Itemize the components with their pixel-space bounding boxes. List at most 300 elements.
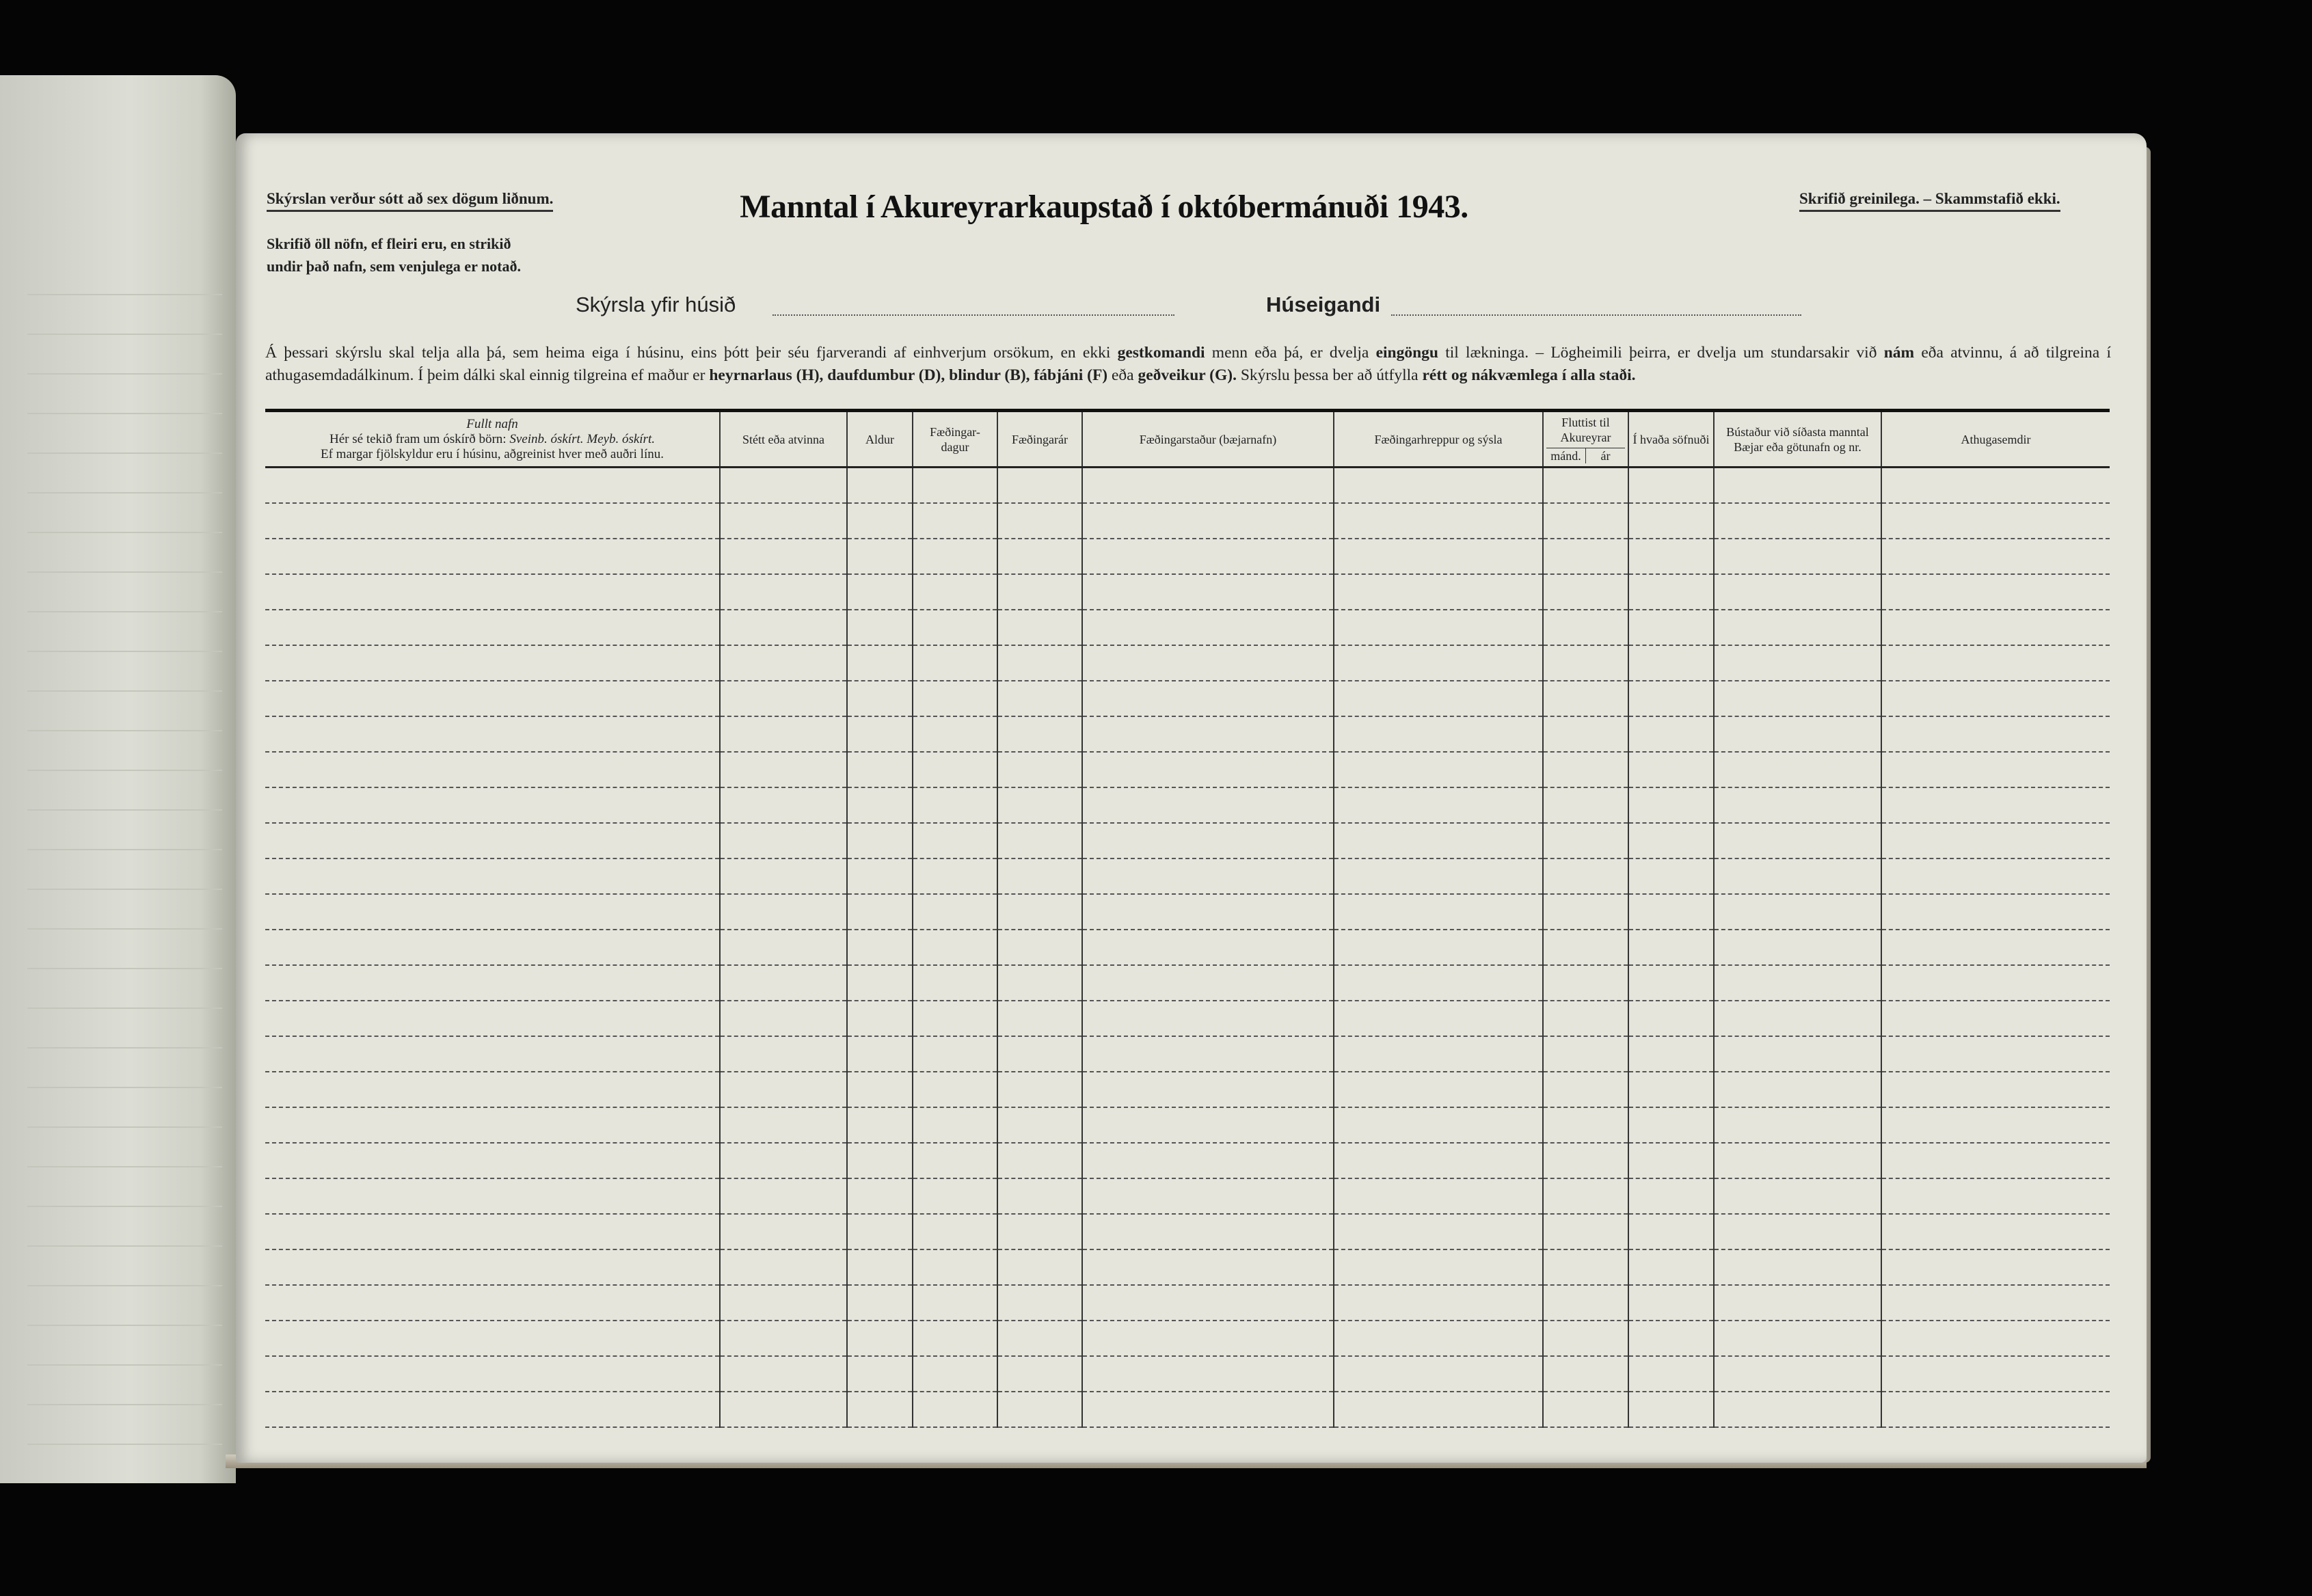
cell-full-name[interactable] [265, 1356, 720, 1392]
cell-birthplace[interactable] [1082, 1107, 1334, 1143]
house-field[interactable] [772, 314, 1174, 316]
cell-occupation[interactable] [720, 930, 847, 965]
cell-birth-day[interactable] [913, 539, 997, 574]
cell-age[interactable] [847, 930, 913, 965]
cell-birthplace[interactable] [1082, 930, 1334, 965]
cell-birth-parish[interactable] [1334, 930, 1543, 965]
cell-full-name[interactable] [265, 1143, 720, 1178]
cell-birthplace[interactable] [1082, 1214, 1334, 1249]
cell-full-name[interactable] [265, 468, 720, 504]
cell-birth-day[interactable] [913, 1036, 997, 1072]
cell-full-name[interactable] [265, 539, 720, 574]
cell-birth-day[interactable] [913, 1001, 997, 1036]
cell-previous-residence[interactable] [1714, 645, 1881, 681]
cell-birth-year[interactable] [997, 752, 1082, 787]
cell-full-name[interactable] [265, 752, 720, 787]
cell-birth-day[interactable] [913, 503, 997, 539]
cell-birth-year[interactable] [997, 681, 1082, 716]
cell-birth-day[interactable] [913, 1356, 997, 1392]
cell-previous-residence[interactable] [1714, 823, 1881, 858]
cell-congregation[interactable] [1628, 1249, 1714, 1285]
cell-age[interactable] [847, 894, 913, 930]
cell-birth-year[interactable] [997, 1107, 1082, 1143]
cell-age[interactable] [847, 645, 913, 681]
cell-birth-year[interactable] [997, 1072, 1082, 1107]
cell-previous-residence[interactable] [1714, 539, 1881, 574]
cell-previous-residence[interactable] [1714, 1285, 1881, 1321]
cell-previous-residence[interactable] [1714, 468, 1881, 504]
cell-birthplace[interactable] [1082, 1178, 1334, 1214]
cell-full-name[interactable] [265, 1072, 720, 1107]
cell-remarks[interactable] [1881, 894, 2110, 930]
cell-remarks[interactable] [1881, 681, 2110, 716]
cell-birth-day[interactable] [913, 858, 997, 894]
cell-birthplace[interactable] [1082, 1392, 1334, 1427]
cell-congregation[interactable] [1628, 574, 1714, 610]
cell-previous-residence[interactable] [1714, 1321, 1881, 1356]
cell-age[interactable] [847, 1392, 913, 1427]
cell-congregation[interactable] [1628, 1285, 1714, 1321]
cell-birthplace[interactable] [1082, 1321, 1334, 1356]
cell-moved-to-akureyri[interactable] [1543, 787, 1628, 823]
cell-congregation[interactable] [1628, 503, 1714, 539]
cell-congregation[interactable] [1628, 610, 1714, 645]
cell-full-name[interactable] [265, 1107, 720, 1143]
cell-congregation[interactable] [1628, 894, 1714, 930]
cell-birth-day[interactable] [913, 1072, 997, 1107]
cell-birth-day[interactable] [913, 1392, 997, 1427]
cell-remarks[interactable] [1881, 1001, 2110, 1036]
cell-birthplace[interactable] [1082, 1001, 1334, 1036]
cell-birthplace[interactable] [1082, 1036, 1334, 1072]
cell-birth-day[interactable] [913, 1178, 997, 1214]
cell-birth-year[interactable] [997, 1249, 1082, 1285]
cell-occupation[interactable] [720, 1285, 847, 1321]
cell-occupation[interactable] [720, 1072, 847, 1107]
cell-age[interactable] [847, 1072, 913, 1107]
cell-remarks[interactable] [1881, 610, 2110, 645]
cell-previous-residence[interactable] [1714, 716, 1881, 752]
cell-birth-year[interactable] [997, 610, 1082, 645]
cell-full-name[interactable] [265, 894, 720, 930]
cell-birth-parish[interactable] [1334, 823, 1543, 858]
cell-remarks[interactable] [1881, 468, 2110, 504]
cell-birth-day[interactable] [913, 823, 997, 858]
cell-birthplace[interactable] [1082, 539, 1334, 574]
cell-congregation[interactable] [1628, 645, 1714, 681]
cell-birth-day[interactable] [913, 965, 997, 1001]
cell-remarks[interactable] [1881, 574, 2110, 610]
cell-birth-parish[interactable] [1334, 1143, 1543, 1178]
cell-remarks[interactable] [1881, 965, 2110, 1001]
cell-birth-day[interactable] [913, 1285, 997, 1321]
cell-birthplace[interactable] [1082, 1356, 1334, 1392]
cell-occupation[interactable] [720, 1214, 847, 1249]
cell-birth-year[interactable] [997, 1001, 1082, 1036]
cell-remarks[interactable] [1881, 1356, 2110, 1392]
cell-birth-parish[interactable] [1334, 1036, 1543, 1072]
cell-previous-residence[interactable] [1714, 1001, 1881, 1036]
cell-birth-parish[interactable] [1334, 1392, 1543, 1427]
cell-birth-day[interactable] [913, 716, 997, 752]
cell-congregation[interactable] [1628, 1143, 1714, 1178]
cell-remarks[interactable] [1881, 1178, 2110, 1214]
cell-birthplace[interactable] [1082, 752, 1334, 787]
cell-birth-year[interactable] [997, 858, 1082, 894]
cell-birth-parish[interactable] [1334, 1321, 1543, 1356]
cell-remarks[interactable] [1881, 752, 2110, 787]
cell-birth-year[interactable] [997, 1143, 1082, 1178]
cell-occupation[interactable] [720, 1356, 847, 1392]
cell-full-name[interactable] [265, 858, 720, 894]
cell-birth-parish[interactable] [1334, 1214, 1543, 1249]
cell-occupation[interactable] [720, 858, 847, 894]
cell-full-name[interactable] [265, 681, 720, 716]
cell-congregation[interactable] [1628, 965, 1714, 1001]
cell-occupation[interactable] [720, 894, 847, 930]
cell-occupation[interactable] [720, 1001, 847, 1036]
cell-birth-parish[interactable] [1334, 468, 1543, 504]
cell-birth-year[interactable] [997, 1036, 1082, 1072]
cell-remarks[interactable] [1881, 1107, 2110, 1143]
cell-congregation[interactable] [1628, 1036, 1714, 1072]
cell-occupation[interactable] [720, 503, 847, 539]
cell-birth-year[interactable] [997, 1214, 1082, 1249]
cell-previous-residence[interactable] [1714, 1036, 1881, 1072]
cell-full-name[interactable] [265, 503, 720, 539]
cell-birth-year[interactable] [997, 716, 1082, 752]
owner-field[interactable] [1391, 314, 1801, 316]
cell-birth-parish[interactable] [1334, 787, 1543, 823]
cell-congregation[interactable] [1628, 1392, 1714, 1427]
cell-remarks[interactable] [1881, 645, 2110, 681]
cell-remarks[interactable] [1881, 858, 2110, 894]
cell-remarks[interactable] [1881, 823, 2110, 858]
cell-full-name[interactable] [265, 1249, 720, 1285]
cell-moved-to-akureyri[interactable] [1543, 716, 1628, 752]
cell-remarks[interactable] [1881, 503, 2110, 539]
cell-full-name[interactable] [265, 1321, 720, 1356]
cell-occupation[interactable] [720, 1107, 847, 1143]
cell-previous-residence[interactable] [1714, 1392, 1881, 1427]
cell-occupation[interactable] [720, 681, 847, 716]
cell-birth-day[interactable] [913, 645, 997, 681]
cell-birth-year[interactable] [997, 930, 1082, 965]
cell-age[interactable] [847, 752, 913, 787]
cell-birth-day[interactable] [913, 1249, 997, 1285]
cell-congregation[interactable] [1628, 1072, 1714, 1107]
cell-moved-to-akureyri[interactable] [1543, 1036, 1628, 1072]
cell-birthplace[interactable] [1082, 574, 1334, 610]
cell-remarks[interactable] [1881, 1249, 2110, 1285]
cell-moved-to-akureyri[interactable] [1543, 894, 1628, 930]
cell-full-name[interactable] [265, 1285, 720, 1321]
cell-age[interactable] [847, 539, 913, 574]
cell-remarks[interactable] [1881, 930, 2110, 965]
cell-birth-day[interactable] [913, 752, 997, 787]
cell-occupation[interactable] [720, 610, 847, 645]
cell-age[interactable] [847, 1214, 913, 1249]
cell-occupation[interactable] [720, 1249, 847, 1285]
cell-moved-to-akureyri[interactable] [1543, 752, 1628, 787]
cell-age[interactable] [847, 716, 913, 752]
cell-occupation[interactable] [720, 965, 847, 1001]
cell-moved-to-akureyri[interactable] [1543, 468, 1628, 504]
cell-full-name[interactable] [265, 787, 720, 823]
cell-birthplace[interactable] [1082, 645, 1334, 681]
cell-birth-parish[interactable] [1334, 503, 1543, 539]
cell-previous-residence[interactable] [1714, 1356, 1881, 1392]
cell-age[interactable] [847, 965, 913, 1001]
cell-birthplace[interactable] [1082, 894, 1334, 930]
cell-age[interactable] [847, 823, 913, 858]
cell-full-name[interactable] [265, 1036, 720, 1072]
cell-moved-to-akureyri[interactable] [1543, 823, 1628, 858]
cell-birth-year[interactable] [997, 539, 1082, 574]
cell-congregation[interactable] [1628, 716, 1714, 752]
cell-age[interactable] [847, 1321, 913, 1356]
cell-moved-to-akureyri[interactable] [1543, 1356, 1628, 1392]
cell-birth-day[interactable] [913, 894, 997, 930]
cell-birthplace[interactable] [1082, 468, 1334, 504]
cell-birth-parish[interactable] [1334, 539, 1543, 574]
cell-occupation[interactable] [720, 1178, 847, 1214]
cell-birth-parish[interactable] [1334, 1178, 1543, 1214]
cell-age[interactable] [847, 787, 913, 823]
cell-birth-day[interactable] [913, 574, 997, 610]
cell-age[interactable] [847, 503, 913, 539]
cell-birth-day[interactable] [913, 930, 997, 965]
cell-previous-residence[interactable] [1714, 752, 1881, 787]
cell-birthplace[interactable] [1082, 1285, 1334, 1321]
cell-congregation[interactable] [1628, 1321, 1714, 1356]
cell-age[interactable] [847, 468, 913, 504]
cell-birthplace[interactable] [1082, 1143, 1334, 1178]
cell-birthplace[interactable] [1082, 858, 1334, 894]
cell-birth-parish[interactable] [1334, 1001, 1543, 1036]
cell-birth-year[interactable] [997, 787, 1082, 823]
cell-birth-day[interactable] [913, 468, 997, 504]
cell-remarks[interactable] [1881, 1143, 2110, 1178]
cell-moved-to-akureyri[interactable] [1543, 645, 1628, 681]
cell-full-name[interactable] [265, 1178, 720, 1214]
cell-full-name[interactable] [265, 1392, 720, 1427]
cell-moved-to-akureyri[interactable] [1543, 1392, 1628, 1427]
cell-occupation[interactable] [720, 539, 847, 574]
cell-age[interactable] [847, 1036, 913, 1072]
cell-remarks[interactable] [1881, 716, 2110, 752]
cell-congregation[interactable] [1628, 858, 1714, 894]
cell-moved-to-akureyri[interactable] [1543, 610, 1628, 645]
cell-birth-parish[interactable] [1334, 894, 1543, 930]
cell-moved-to-akureyri[interactable] [1543, 1178, 1628, 1214]
cell-congregation[interactable] [1628, 1214, 1714, 1249]
cell-moved-to-akureyri[interactable] [1543, 858, 1628, 894]
cell-birthplace[interactable] [1082, 787, 1334, 823]
cell-birth-day[interactable] [913, 681, 997, 716]
cell-moved-to-akureyri[interactable] [1543, 965, 1628, 1001]
cell-moved-to-akureyri[interactable] [1543, 681, 1628, 716]
cell-full-name[interactable] [265, 1001, 720, 1036]
cell-birth-parish[interactable] [1334, 1285, 1543, 1321]
cell-congregation[interactable] [1628, 930, 1714, 965]
cell-full-name[interactable] [265, 645, 720, 681]
cell-previous-residence[interactable] [1714, 787, 1881, 823]
cell-age[interactable] [847, 858, 913, 894]
cell-full-name[interactable] [265, 574, 720, 610]
cell-birthplace[interactable] [1082, 503, 1334, 539]
cell-remarks[interactable] [1881, 1036, 2110, 1072]
cell-previous-residence[interactable] [1714, 1072, 1881, 1107]
cell-occupation[interactable] [720, 574, 847, 610]
cell-age[interactable] [847, 1356, 913, 1392]
cell-congregation[interactable] [1628, 1001, 1714, 1036]
cell-congregation[interactable] [1628, 468, 1714, 504]
cell-full-name[interactable] [265, 965, 720, 1001]
cell-occupation[interactable] [720, 1036, 847, 1072]
cell-birth-day[interactable] [913, 1214, 997, 1249]
cell-birth-parish[interactable] [1334, 858, 1543, 894]
cell-birth-year[interactable] [997, 1285, 1082, 1321]
cell-birth-day[interactable] [913, 1107, 997, 1143]
cell-moved-to-akureyri[interactable] [1543, 503, 1628, 539]
cell-full-name[interactable] [265, 823, 720, 858]
cell-congregation[interactable] [1628, 1178, 1714, 1214]
cell-birth-parish[interactable] [1334, 1072, 1543, 1107]
cell-full-name[interactable] [265, 930, 720, 965]
cell-birthplace[interactable] [1082, 823, 1334, 858]
cell-birth-year[interactable] [997, 645, 1082, 681]
cell-remarks[interactable] [1881, 1392, 2110, 1427]
cell-birth-day[interactable] [913, 787, 997, 823]
cell-moved-to-akureyri[interactable] [1543, 1285, 1628, 1321]
cell-moved-to-akureyri[interactable] [1543, 1001, 1628, 1036]
cell-birth-parish[interactable] [1334, 681, 1543, 716]
cell-previous-residence[interactable] [1714, 503, 1881, 539]
cell-moved-to-akureyri[interactable] [1543, 1321, 1628, 1356]
cell-occupation[interactable] [720, 787, 847, 823]
cell-remarks[interactable] [1881, 1214, 2110, 1249]
cell-birthplace[interactable] [1082, 681, 1334, 716]
cell-birth-year[interactable] [997, 1356, 1082, 1392]
cell-previous-residence[interactable] [1714, 574, 1881, 610]
cell-remarks[interactable] [1881, 1285, 2110, 1321]
cell-birth-parish[interactable] [1334, 1249, 1543, 1285]
cell-previous-residence[interactable] [1714, 965, 1881, 1001]
cell-previous-residence[interactable] [1714, 681, 1881, 716]
cell-birth-year[interactable] [997, 823, 1082, 858]
cell-remarks[interactable] [1881, 539, 2110, 574]
cell-birth-day[interactable] [913, 1143, 997, 1178]
cell-birth-parish[interactable] [1334, 645, 1543, 681]
cell-birth-year[interactable] [997, 1178, 1082, 1214]
cell-moved-to-akureyri[interactable] [1543, 1143, 1628, 1178]
cell-moved-to-akureyri[interactable] [1543, 1249, 1628, 1285]
cell-birthplace[interactable] [1082, 1072, 1334, 1107]
cell-birth-parish[interactable] [1334, 574, 1543, 610]
cell-birth-parish[interactable] [1334, 1107, 1543, 1143]
cell-birth-year[interactable] [997, 965, 1082, 1001]
cell-moved-to-akureyri[interactable] [1543, 930, 1628, 965]
cell-age[interactable] [847, 1249, 913, 1285]
cell-birthplace[interactable] [1082, 716, 1334, 752]
cell-remarks[interactable] [1881, 1072, 2110, 1107]
cell-previous-residence[interactable] [1714, 1178, 1881, 1214]
cell-previous-residence[interactable] [1714, 1107, 1881, 1143]
cell-age[interactable] [847, 610, 913, 645]
cell-birthplace[interactable] [1082, 610, 1334, 645]
cell-moved-to-akureyri[interactable] [1543, 1214, 1628, 1249]
cell-age[interactable] [847, 574, 913, 610]
cell-birth-day[interactable] [913, 1321, 997, 1356]
cell-congregation[interactable] [1628, 1356, 1714, 1392]
cell-previous-residence[interactable] [1714, 894, 1881, 930]
cell-previous-residence[interactable] [1714, 1143, 1881, 1178]
cell-remarks[interactable] [1881, 787, 2110, 823]
cell-remarks[interactable] [1881, 1321, 2110, 1356]
cell-congregation[interactable] [1628, 1107, 1714, 1143]
cell-age[interactable] [847, 1178, 913, 1214]
cell-occupation[interactable] [720, 468, 847, 504]
cell-occupation[interactable] [720, 1392, 847, 1427]
cell-previous-residence[interactable] [1714, 610, 1881, 645]
cell-birth-parish[interactable] [1334, 752, 1543, 787]
cell-occupation[interactable] [720, 716, 847, 752]
cell-previous-residence[interactable] [1714, 858, 1881, 894]
cell-congregation[interactable] [1628, 787, 1714, 823]
cell-birth-year[interactable] [997, 503, 1082, 539]
cell-birth-parish[interactable] [1334, 716, 1543, 752]
table-row [265, 1036, 2110, 1072]
cell-age[interactable] [847, 681, 913, 716]
cell-occupation[interactable] [720, 645, 847, 681]
cell-age[interactable] [847, 1107, 913, 1143]
cell-birth-year[interactable] [997, 574, 1082, 610]
cell-age[interactable] [847, 1143, 913, 1178]
cell-birthplace[interactable] [1082, 965, 1334, 1001]
cell-moved-to-akureyri[interactable] [1543, 1107, 1628, 1143]
cell-birth-year[interactable] [997, 1392, 1082, 1427]
cell-congregation[interactable] [1628, 681, 1714, 716]
cell-birth-parish[interactable] [1334, 610, 1543, 645]
cell-full-name[interactable] [265, 1214, 720, 1249]
cell-age[interactable] [847, 1285, 913, 1321]
cell-full-name[interactable] [265, 610, 720, 645]
cell-occupation[interactable] [720, 823, 847, 858]
cell-previous-residence[interactable] [1714, 930, 1881, 965]
cell-moved-to-akureyri[interactable] [1543, 539, 1628, 574]
cell-congregation[interactable] [1628, 539, 1714, 574]
cell-moved-to-akureyri[interactable] [1543, 574, 1628, 610]
cell-birth-year[interactable] [997, 894, 1082, 930]
cell-birth-year[interactable] [997, 468, 1082, 504]
cell-birth-year[interactable] [997, 1321, 1082, 1356]
cell-birthplace[interactable] [1082, 1249, 1334, 1285]
cell-birth-day[interactable] [913, 610, 997, 645]
cell-moved-to-akureyri[interactable] [1543, 1072, 1628, 1107]
cell-previous-residence[interactable] [1714, 1249, 1881, 1285]
cell-occupation[interactable] [720, 1143, 847, 1178]
cell-congregation[interactable] [1628, 752, 1714, 787]
cell-congregation[interactable] [1628, 823, 1714, 858]
cell-birth-parish[interactable] [1334, 1356, 1543, 1392]
cell-age[interactable] [847, 1001, 913, 1036]
cell-occupation[interactable] [720, 1321, 847, 1356]
cell-birth-parish[interactable] [1334, 965, 1543, 1001]
cell-previous-residence[interactable] [1714, 1214, 1881, 1249]
cell-occupation[interactable] [720, 752, 847, 787]
cell-full-name[interactable] [265, 716, 720, 752]
